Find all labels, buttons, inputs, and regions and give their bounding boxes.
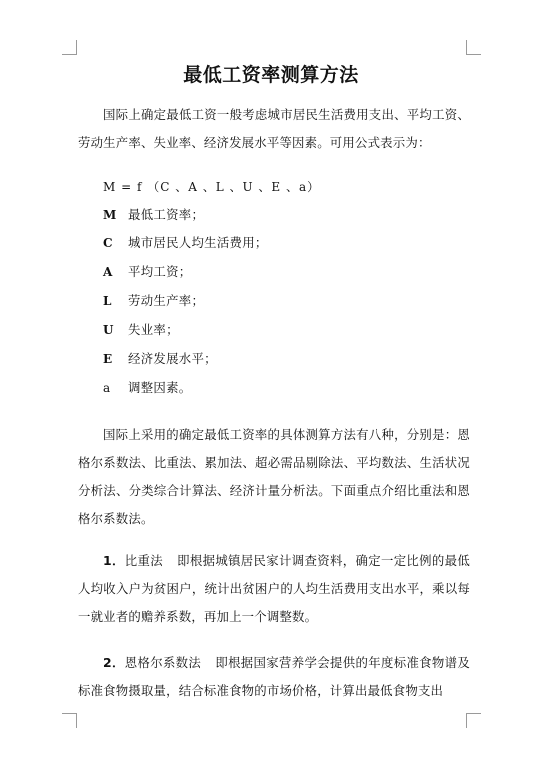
intro-paragraph: 国际上确定最低工资一般考虑城市居民生活费用支出、平均工资、劳动生产率、失业率、经济发展水平等因素。可用公式表示为：: [78, 107, 470, 150]
definition-text: 最低工资率；: [128, 207, 205, 222]
definition-text: 调整因素。: [128, 380, 192, 395]
definition-symbol: A: [103, 265, 113, 279]
definition-item: [103, 346, 217, 372]
method-2-text: 即根据国家营养学会提供的年度标准食物谱及标准食物摄取量，结合标准食物的市场价格，计算出最低食物支出: [78, 655, 470, 698]
definition-item: [103, 202, 204, 228]
page-corner-mark: [466, 40, 481, 55]
page-corner-mark: [466, 713, 481, 728]
document-title: 最低工资率测算方法: [183, 64, 359, 86]
definition-text: 城市居民人均生活费用；: [128, 235, 268, 250]
definition-symbol: E: [103, 352, 113, 366]
page-corner-mark: [62, 713, 77, 728]
definition-text: 劳动生产率；: [128, 293, 205, 308]
definition-symbol: L: [103, 294, 112, 308]
method-2-number: 2．: [103, 655, 125, 670]
method-2-name: 恩格尔系数法: [124, 655, 202, 670]
definition-item: [103, 375, 191, 401]
method-2-paragraph: [78, 649, 470, 705]
definition-symbol: M: [103, 208, 117, 222]
definition-text: 经济发展水平；: [128, 351, 217, 366]
methods-paragraph: 国际上采用的确定最低工资率的具体测算方法有八种，分别是：恩格尔系数法、比重法、累加法、超必需品剔除法、平均数法、生活状况分析法、分类综合计算法、经济计量分析法。下面重点介绍比重法和恩格尔系数法。: [78, 427, 470, 526]
definition-item: [103, 259, 191, 285]
definition-symbol: U: [103, 323, 114, 337]
definition-text: 平均工资；: [128, 264, 192, 279]
method-1-name: 比重法: [124, 553, 163, 568]
formula: M = f （C 、A 、L 、U 、E 、a）: [103, 180, 321, 194]
definition-symbol: a: [103, 381, 111, 395]
definition-item: [103, 317, 179, 343]
method-1-paragraph: [78, 547, 470, 631]
definition-item: [103, 288, 204, 314]
method-1-text: 即根据城镇居民家计调查资料，确定一定比例的最低人均收入户为贫困户，统计出贫困户的人均生活费用支出水平，乘以每一就业者的赡养系数，再加上一个调整数。: [78, 553, 470, 624]
method-1-number: 1．: [103, 553, 125, 568]
definition-symbol: C: [103, 236, 113, 250]
definition-item: [103, 230, 268, 256]
page-corner-mark: [62, 40, 77, 55]
definition-text: 失业率；: [128, 322, 179, 337]
